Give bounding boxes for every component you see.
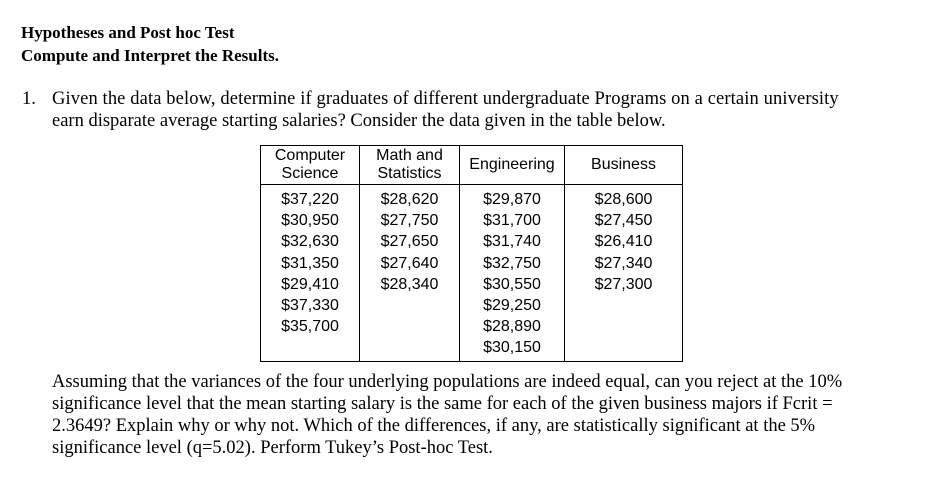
- table-cell: $27,640: [360, 253, 460, 274]
- page-title: Hypotheses and Post hoc Test: [21, 23, 235, 42]
- instructions-paragraph: [52, 371, 932, 459]
- table-cell: $29,410: [261, 274, 360, 295]
- table-row: [261, 231, 683, 252]
- table-cell: [565, 295, 683, 316]
- header-line: Math and: [376, 147, 443, 164]
- header-line: Engineering: [469, 156, 555, 173]
- header-line: Science: [281, 165, 339, 182]
- table-cell: $32,630: [261, 231, 360, 252]
- table-cell: $31,740: [460, 231, 565, 252]
- table-cell: [360, 337, 460, 361]
- page-subtitle: Compute and Interpret the Results.: [21, 46, 279, 65]
- table-header-row: [261, 146, 683, 185]
- paragraph-line: 2.3649? Explain why or why not. Which of the differences, if any, are statistically significant at the 5%: [52, 416, 816, 436]
- question-line: earn disparate average starting salaries? Consider the data given in the table below.: [52, 111, 666, 131]
- table-cell: $29,250: [460, 295, 565, 316]
- table-row: [261, 185, 683, 211]
- table-row: [261, 337, 683, 361]
- header-computer-science: [261, 146, 360, 185]
- table-cell: [261, 337, 360, 361]
- header-engineering: [460, 146, 565, 185]
- table-row: [261, 253, 683, 274]
- paragraph-line: significance level (q=5.02). Perform Tukey’s Post-hoc Test.: [52, 438, 493, 458]
- table-cell: $29,870: [460, 185, 565, 211]
- table-cell: [360, 316, 460, 337]
- table-cell: [565, 316, 683, 337]
- table-cell: $27,650: [360, 231, 460, 252]
- salary-table: [260, 145, 683, 362]
- table-cell: $28,620: [360, 185, 460, 211]
- question-line: Given the data below, determine if graduates of different undergraduate Programs on a certain university: [52, 89, 839, 109]
- table-cell: $26,410: [565, 231, 683, 252]
- table-cell: $31,700: [460, 210, 565, 231]
- table-cell: $35,700: [261, 316, 360, 337]
- table-cell: [360, 295, 460, 316]
- table-cell: $27,340: [565, 253, 683, 274]
- header-line: Business: [591, 156, 656, 173]
- header-math-statistics: [360, 146, 460, 185]
- table-cell: $27,450: [565, 210, 683, 231]
- table-cell: $30,150: [460, 337, 565, 361]
- table-cell: [565, 337, 683, 361]
- header-business: [565, 146, 683, 185]
- table-cell: $37,330: [261, 295, 360, 316]
- table-cell: $32,750: [460, 253, 565, 274]
- question-text: [52, 88, 924, 132]
- table-cell: $28,340: [360, 274, 460, 295]
- table-cell: $30,950: [261, 210, 360, 231]
- table-cell: $28,890: [460, 316, 565, 337]
- table-row: [261, 210, 683, 231]
- paragraph-line: Assuming that the variances of the four underlying populations are indeed equal, can you reject at the 10%: [52, 372, 843, 392]
- table-cell: $28,600: [565, 185, 683, 211]
- table-cell: $27,750: [360, 210, 460, 231]
- header-line: Computer: [274, 147, 346, 164]
- table-cell: $31,350: [261, 253, 360, 274]
- header-line: Statistics: [377, 165, 442, 182]
- table-row: [261, 295, 683, 316]
- table-row: [261, 316, 683, 337]
- table-cell: $30,550: [460, 274, 565, 295]
- table-row: [261, 274, 683, 295]
- table-cell: $27,300: [565, 274, 683, 295]
- table-cell: $37,220: [261, 185, 360, 211]
- question-number: 1.: [22, 89, 36, 109]
- paragraph-line: significance level that the mean starting salary is the same for each of the given business majors if Fcrit =: [52, 394, 833, 414]
